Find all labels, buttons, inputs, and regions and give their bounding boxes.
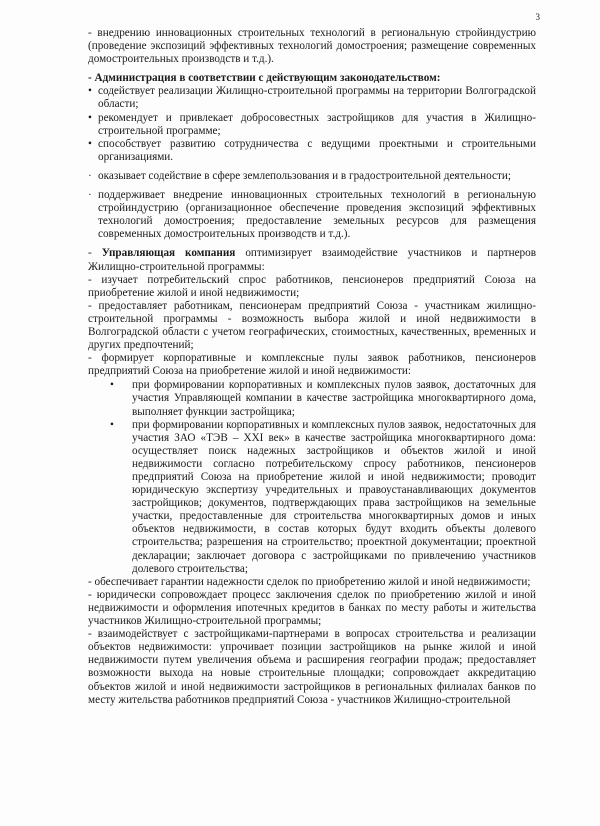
bold-term: Управляющая компания — [101, 247, 236, 260]
list-item: • при формировании корпоративных и комплексных пулов заявок, недостаточных для участия ЗАО «ТЭВ – XXI век» в качестве застройщика многоквартирного дома: осуществляет поиск надежных застройщиков и объектов жилой и иной недвижимости согласно потребительскому спросу работников, пенсионеров предприятий Союза на приобретение жилой и иной недвижимости; проводит юридическую экспертизу учредительных и правоустанавливающих документов застройщиков; документов, подтверждающих права застройщиков на земельные участки, предоставленные для строительства многоквартирных домов и иных объектов недвижимости, в состав которых будут входить объекты долевого строительства; разрешения на строительство; проектной документации; проектной декларации; заключает договора с застройщиками по привлечению участников долевого строительства; — [110, 418, 536, 575]
paragraph: - взаимодействует с застройщиками-партнерами в вопросах строительства и реализации объектов недвижимости: упрочивает позиции застройщиков на рынке жилой и иной недвижимости путем увеличения объема и расширения географии продаж; предоставляет возможности выхода на новые строительные площадки; сопровождает аккредитацию объектов жилой и иной недвижимости застройщиков в региональных филиалах банков по месту жительства работников предприятий Союза - участников Жилищно-строительной — [88, 628, 536, 706]
section-heading: - Администрация в соответствии с действующим законодательством: — [88, 72, 441, 85]
bullet-icon: • — [110, 418, 114, 431]
list-item: · оказывает содействие в сфере землепользования и в градостроительной деятельности; — [88, 169, 511, 182]
list-item: • при формировании корпоративных и комплексных пулов заявок, достаточных для участия Управляющей компании в качестве застройщика многоквартирного дома, выполняет функции застройщика; — [110, 379, 536, 418]
list-item: • рекомендует и привлекает добросовестных застройщиков для участия в Жилищно-строительной программе; — [88, 111, 536, 137]
page-number: 3 — [535, 12, 540, 22]
paragraph: - изучает потребительский спрос работников, пенсионеров предприятий Союза на приобретение жилой и иной недвижимости; — [88, 273, 536, 299]
bullet-icon: · — [88, 169, 92, 182]
bullet-icon: • — [88, 85, 92, 98]
paragraph: - внедрению инновационных строительных технологий в региональную стройиндустрию (проведение экспозиций эффективных технологий домостроения; размещение современных домостроительных производств и т.д.). — [88, 27, 536, 66]
paragraph: - формирует корпоративные и комплексные пулы заявок работников, пенсионеров предприятий Союза на приобретение жилой и иной недвижимости: — [88, 352, 536, 378]
paragraph: - юридически сопровождает процесс заключения сделок по приобретению жилой и иной недвижимости и оформления ипотечных кредитов в банках по месту работы и жительства участников Жилищно-строительной программы; — [88, 588, 536, 628]
list-item: • способствует развитию сотрудничества с ведущими проектными и строительными организациями. — [88, 137, 536, 163]
sub-list — [110, 379, 536, 575]
bullet-icon: · — [88, 189, 92, 202]
document-body — [88, 27, 536, 707]
list-item: · поддерживает внедрение инновационных строительных технологий в региональную стройиндустрию (организационное обеспечение проведения экспозиций эффективных технологий домостроения; предоставление земельных ресурсов для размещения современных домостроительных производств и т.д.). — [88, 189, 536, 241]
paragraph: - обеспечивает гарантии надежности сделок по приобретению жилой и иной недвижимости; — [88, 575, 531, 588]
list-item: • содействует реализации Жилищно-строительной программы на территории Волгоградской области; — [88, 85, 536, 111]
paragraph: - Управляющая компания оптимизирует взаимодействие участников и партнеров Жилищно-строительной программы: — [88, 247, 537, 273]
bullet-icon: • — [88, 137, 92, 150]
bullet-icon: • — [110, 379, 114, 392]
paragraph: - предоставляет работникам, пенсионерам предприятий Союза - участникам жилищно-строительной программы - возможность выбора жилой и иной недвижимости в Волгоградской области с учетом географических, стоимостных, качественных, временных и других предпочтений; — [88, 299, 536, 352]
bullet-icon: • — [88, 111, 92, 124]
